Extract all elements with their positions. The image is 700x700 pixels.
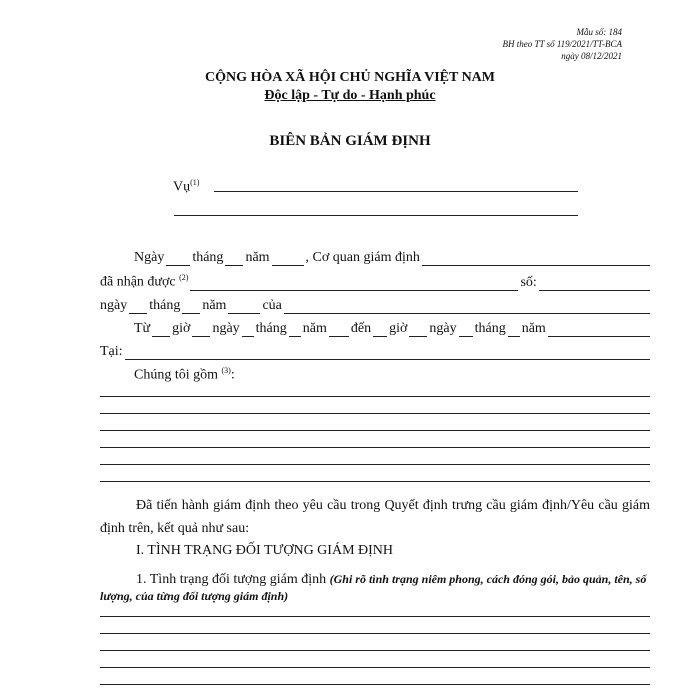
case-field-continuation[interactable] xyxy=(174,215,578,216)
form-code-number: Mẫu số: 184 xyxy=(576,27,622,37)
object-status-line[interactable] xyxy=(100,667,650,668)
item-1-note: (Ghi rõ tình trạng niêm phong, cách đóng gói, bảo quản, tên, số lượng, của từng đối tượng giám định) xyxy=(100,572,647,603)
members-line[interactable] xyxy=(100,447,650,448)
document-title: BIÊN BẢN GIÁM ĐỊNH xyxy=(269,133,431,149)
case-field[interactable] xyxy=(214,191,578,192)
footnote-3: (3) xyxy=(221,366,231,375)
month-field[interactable] xyxy=(225,253,243,266)
result-paragraph: Đã tiến hành giám định theo yêu cầu trong Quyết định trưng cầu giám định/Yêu cầu giám định trên, kết quả như sau: xyxy=(100,498,650,536)
members-line[interactable] xyxy=(100,430,650,431)
object-status-line[interactable] xyxy=(100,650,650,651)
location-row: Tại: xyxy=(100,342,650,360)
form-code-basis: BH theo TT số 119/2021/TT-BCA xyxy=(502,39,622,49)
day-field[interactable] xyxy=(166,253,190,266)
footnote-2: (2) xyxy=(179,273,189,283)
members-line[interactable] xyxy=(100,464,650,465)
to-hour-field[interactable] xyxy=(373,324,387,337)
members-line[interactable] xyxy=(100,396,650,397)
received-field[interactable] xyxy=(190,278,518,291)
issued-row: ngày tháng năm của xyxy=(100,296,650,314)
to-day-field[interactable] xyxy=(409,324,427,337)
issued-month-field[interactable] xyxy=(182,301,200,314)
from-month-field[interactable] xyxy=(242,324,254,337)
to-month-field[interactable] xyxy=(459,324,473,337)
object-status-line[interactable] xyxy=(100,684,650,685)
footnote-1: (1) xyxy=(190,178,200,187)
nation-title: CỘNG HÒA XÃ HỘI CHỦ NGHĨA VIỆT NAM xyxy=(204,70,495,85)
item-1: 1. Tình trạng đối tượng giám định (Ghi rõ tình trạng niêm phong, cách đóng gói, bảo quản, tên, số lượng, của từng đối tượng giám định) xyxy=(100,572,647,603)
members-label: Chúng tôi gồm $^{(3)}$: xyxy=(134,366,235,383)
number-field[interactable] xyxy=(539,278,650,291)
location-field[interactable] xyxy=(125,347,650,360)
from-year-value-field[interactable] xyxy=(329,324,349,337)
form-code-date: ngày 08/12/2021 xyxy=(561,51,622,61)
issued-day-field[interactable] xyxy=(129,301,147,314)
section-heading: I. TÌNH TRẠNG ĐỐI TƯỢNG GIÁM ĐỊNH xyxy=(136,543,394,558)
time-range-row: Từ giờ ngày tháng năm đến giờ ngày tháng năm xyxy=(100,319,650,337)
to-year-value-field[interactable] xyxy=(548,324,650,337)
to-year-field[interactable] xyxy=(508,324,520,337)
agency-field[interactable] xyxy=(422,253,650,266)
from-year-field[interactable] xyxy=(289,324,301,337)
object-status-line[interactable] xyxy=(100,633,650,634)
from-day-field[interactable] xyxy=(192,324,210,337)
from-hour-field[interactable] xyxy=(152,324,170,337)
year-field[interactable] xyxy=(272,253,304,266)
members-line[interactable] xyxy=(100,481,650,482)
date-row: Ngày tháng năm , Cơ quan giám định xyxy=(100,248,650,266)
members-line[interactable] xyxy=(100,413,650,414)
received-row: đã nhận được $^{(2)}$ số: xyxy=(100,273,650,291)
case-label: Vụ$^{(1)}$ xyxy=(173,178,200,195)
form-code xyxy=(502,26,622,62)
nation-motto: Độc lập - Tự do - Hạnh phúc xyxy=(264,88,436,103)
issuer-field[interactable] xyxy=(284,301,650,314)
issued-year-field[interactable] xyxy=(228,301,260,314)
object-status-line[interactable] xyxy=(100,616,650,617)
